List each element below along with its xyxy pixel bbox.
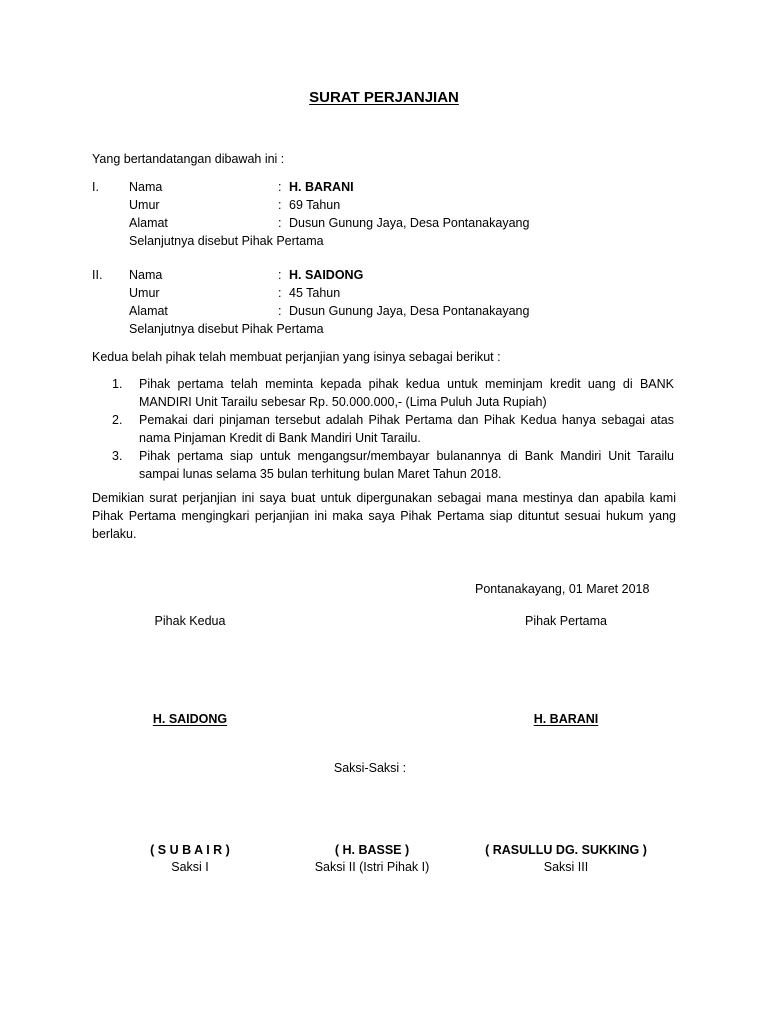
clause-number: 2. (112, 413, 123, 427)
witness-2-name: ( H. BASSE ) (334, 843, 410, 857)
address-label: Alamat (129, 304, 168, 318)
name-label: Nama (129, 180, 163, 194)
witness-3-name: ( RASULLU DG. SUKKING ) (485, 843, 647, 857)
witness-2-role: Saksi II (Istri Pihak I) (314, 860, 430, 874)
agreement-intro: Kedua belah pihak telah membuat perjanjian yang isinya sebagai berikut : (92, 350, 501, 364)
age-label: Umur (129, 286, 160, 300)
colon: : (278, 180, 282, 194)
witness-1-role: Saksi I (171, 860, 209, 874)
clause-number: 1. (112, 377, 123, 391)
age-value: 45 Tahun (289, 286, 341, 300)
clause-item (112, 411, 674, 447)
colon: : (278, 268, 282, 282)
address-value: Dusun Gunung Jaya, Desa Pontanakayang (289, 304, 530, 318)
clause-text: Pemakai dari pinjaman tersebut adalah Pihak Pertama dan Pihak Kedua hanya sebagai atas nama Pinjaman Kredit di Bank Mandiri Unit Tarailu. (139, 413, 674, 445)
party-roman: II. (92, 268, 103, 282)
signatory-right-role: Pihak Pertama (525, 614, 607, 628)
signatory-left-name: H. SAIDONG (152, 712, 228, 726)
address-value: Dusun Gunung Jaya, Desa Pontanakayang (289, 216, 530, 230)
witness-3-role: Saksi III (543, 860, 589, 874)
witnesses-heading: Saksi-Saksi : (333, 761, 407, 775)
party-roman: I. (92, 180, 99, 194)
signatory-right-name: H. BARANI (533, 712, 599, 726)
colon: : (278, 198, 282, 212)
signatory-left-role: Pihak Kedua (154, 614, 226, 628)
age-value: 69 Tahun (289, 198, 341, 212)
age-label: Umur (129, 198, 160, 212)
clause-item (112, 447, 674, 483)
clause-item (112, 375, 674, 411)
clause-list (112, 375, 674, 483)
colon: : (278, 304, 282, 318)
intro-text: Yang bertandatangan dibawah ini : (92, 152, 285, 166)
party-designation: Selanjutnya disebut Pihak Pertama (129, 322, 324, 336)
name-value: H. SAIDONG (289, 268, 364, 282)
closing-paragraph: Demikian surat perjanjian ini saya buat untuk dipergunakan sebagai mana mestinya dan apabila kami Pihak Pertama mengingkari perjanjian ini maka saya Pihak Pertama siap dituntut sesuai hukum yang berlaku. (92, 491, 676, 541)
name-value: H. BARANI (289, 180, 354, 194)
colon: : (278, 286, 282, 300)
document-title: SURAT PERJANJIAN (309, 89, 459, 106)
colon: : (278, 216, 282, 230)
address-label: Alamat (129, 216, 168, 230)
clause-text: Pihak pertama siap untuk mengangsur/membayar bulanannya di Bank Mandiri Unit Tarailu sampai lunas selama 35 bulan terhitung bulan Maret Tahun 2018. (139, 449, 674, 481)
place-date: Pontanakayang, 01 Maret 2018 (475, 582, 650, 596)
clause-number: 3. (112, 449, 123, 463)
name-label: Nama (129, 268, 163, 282)
witness-1-name: ( S U B A I R ) (150, 843, 230, 857)
clause-text: Pihak pertama telah meminta kepada pihak kedua untuk meminjam kredit uang di BANK MANDIRI Unit Tarailu sebesar Rp. 50.000.000,- (Lima Puluh Juta Rupiah) (139, 377, 674, 409)
party-designation: Selanjutnya disebut Pihak Pertama (129, 234, 324, 248)
